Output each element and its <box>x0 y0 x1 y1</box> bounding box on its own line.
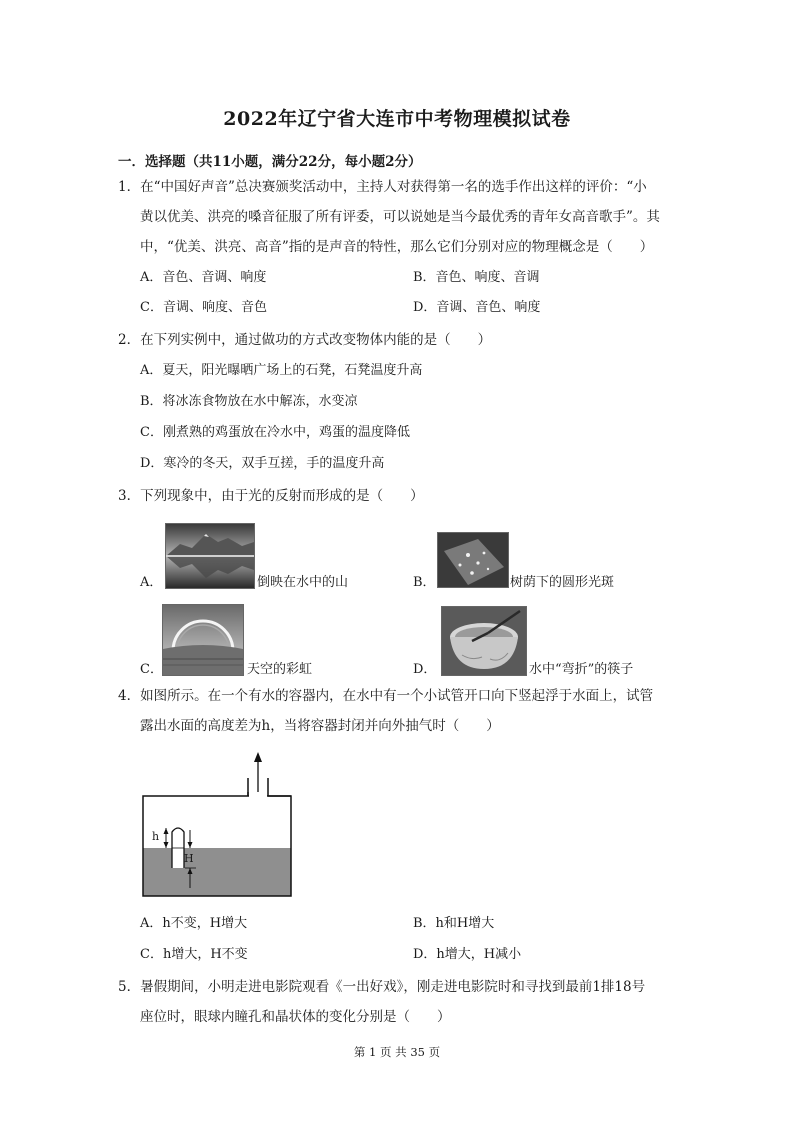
q4-option-d: D．h增大，H减小 <box>413 947 522 962</box>
q5-line2: 座位时，眼球内瞳孔和晶状体的变化分别是（ ） <box>140 1009 451 1025</box>
rainbow-svg <box>163 605 243 675</box>
q1-option-b: B．音色、响度、音调 <box>413 270 540 285</box>
q1-line2: 黄以优美、洪亮的嗓音征服了所有评委，可以说她是当今最优秀的青年女高音歌手”。其 <box>140 209 660 225</box>
q1-option-d: D．音调、音色、响度 <box>413 300 541 315</box>
q3-option-b-letter: B． <box>413 575 436 590</box>
q3-option-b-text: 树荫下的圆形光斑 <box>510 575 615 590</box>
q4-line2: 露出水面的高度差为h，当将容器封闭并向外抽气时（ ） <box>140 718 500 734</box>
q1-line1: 1．在“中国好声音”总决赛颁奖活动中，主持人对获得第一名的选手作出这样的评价：“小 <box>118 179 647 195</box>
q4-option-c: C．h增大，H不变 <box>140 947 248 962</box>
q3-option-a-letter: A． <box>140 575 163 590</box>
mountain-reflection-image <box>165 523 255 589</box>
container-diagram-svg <box>138 748 298 900</box>
q3-option-d-text: 水中“弯折”的筷子 <box>529 662 634 677</box>
q1-option-c: C．音调、响度、音色 <box>140 300 267 315</box>
chopsticks-bowl-svg <box>442 607 526 675</box>
q2-option-a: A．夏天，阳光曝晒广场上的石凳，石凳温度升高 <box>140 363 423 378</box>
page-footer: 第 1 页 共 35 页 <box>353 1045 441 1059</box>
q5-line1: 5．暑假期间，小明走进电影院观看《一出好戏》，刚走进电影院时和寻找到最前1排18号 <box>118 979 646 995</box>
q3-option-a-text: 倒映在水中的山 <box>257 575 349 590</box>
chopsticks-bowl-image <box>441 606 527 676</box>
q1-option-a: A．音色、音调、响度 <box>140 270 267 285</box>
q3-option-d-letter: D． <box>413 662 437 677</box>
light-spots-image <box>437 532 509 588</box>
q2-option-b: B．将冰冻食物放在水中解冻，水变凉 <box>140 394 358 409</box>
water-fill <box>143 848 291 896</box>
q2-option-c: C．刚煮熟的鸡蛋放在冷水中，鸡蛋的温度降低 <box>140 425 410 440</box>
q3-option-c-text: 天空的彩虹 <box>247 662 313 677</box>
section-heading: 一．选择题（共11小题，满分22分，每小题2分） <box>118 154 422 170</box>
q4-line1: 4．如图所示。在一个有水的容器内，在水中有一个小试管开口向下竖起浮于水面上，试管 <box>118 688 654 704</box>
q3-stem: 3．下列现象中，由于光的反射而形成的是（ ） <box>118 488 424 504</box>
rainbow-image <box>162 604 244 676</box>
q2-option-d: D．寒冷的冬天，双手互搓，手的温度升高 <box>140 456 385 471</box>
q2-stem: 2．在下列实例中，通过做功的方式改变物体内能的是（ ） <box>118 332 492 348</box>
fig-label-H: H <box>184 852 194 865</box>
mountain-reflection-svg <box>166 524 254 588</box>
q3-option-c-letter: C． <box>140 662 163 677</box>
fig-label-h: h <box>152 830 160 843</box>
page-title: 2022年辽宁省大连市中考物理模拟试卷 <box>223 108 571 130</box>
q4-option-a: A．h不变，H增大 <box>140 916 248 931</box>
q1-line3: 中，“优美、洪亮、高音”指的是声音的特性，那么它们分别对应的物理概念是（ ） <box>140 239 654 255</box>
light-spots-svg <box>438 533 508 587</box>
container-diagram <box>138 748 298 900</box>
q4-option-b: B．h和H增大 <box>413 916 495 931</box>
